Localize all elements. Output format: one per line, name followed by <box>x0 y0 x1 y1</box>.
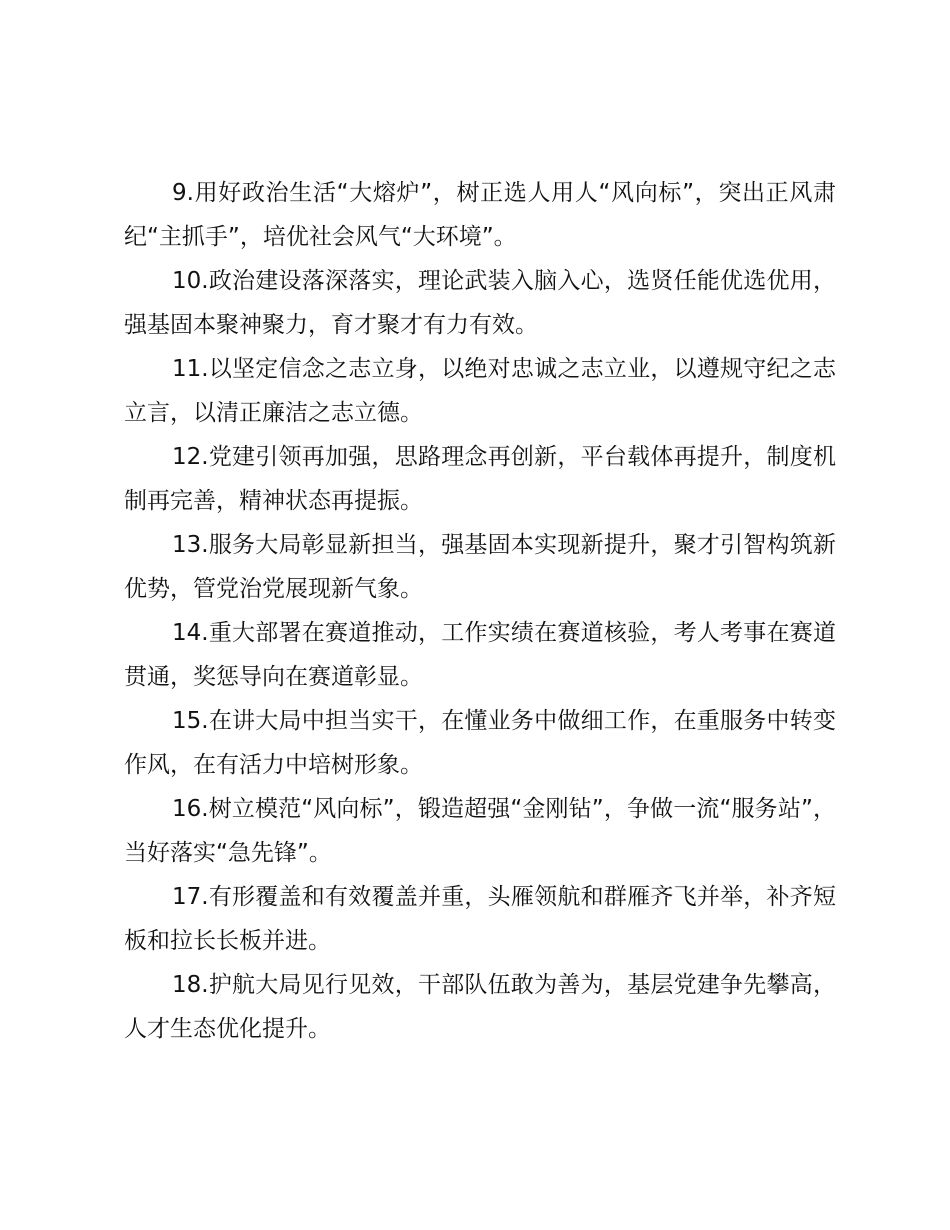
paragraph-17: 17.有形覆盖和有效覆盖并重，头雁领航和群雁齐飞并举，补齐短板和拉长长板并进。 <box>124 884 836 954</box>
paragraph-11: 11.以坚定信念之志立身，以绝对忠诚之志立业，以遵规守纪之志立言，以清正廉洁之志立德。 <box>124 356 836 426</box>
document-body <box>124 171 836 1051</box>
paragraph-14: 14.重大部署在赛道推动，工作实绩在赛道核验，考人考事在赛道贯通，奖惩导向在赛道彰显。 <box>124 620 836 690</box>
paragraph-10: 10.政治建设落深落实，理论武装入脑入心，选贤任能优选优用，强基固本聚神聚力，育才聚才有力有效。 <box>124 268 836 338</box>
paragraph-18: 18.护航大局见行见效，干部队伍敢为善为，基层党建争先攀高，人才生态优化提升。 <box>124 972 836 1042</box>
paragraph-9: 9.用好政治生活“大熔炉”，树正选人用人“风向标”，突出正风肃纪“主抓手”，培优社会风气“大环境”。 <box>124 180 836 250</box>
paragraph-16: 16.树立模范“风向标”，锻造超强“金刚钻”，争做一流“服务站”，当好落实“急先锋”。 <box>124 796 836 866</box>
paragraph-15: 15.在讲大局中担当实干，在懂业务中做细工作，在重服务中转变作风，在有活力中培树形象。 <box>124 708 836 778</box>
paragraph-13: 13.服务大局彰显新担当，强基固本实现新提升，聚才引智构筑新优势，管党治党展现新气象。 <box>124 532 836 602</box>
paragraph-12: 12.党建引领再加强，思路理念再创新，平台载体再提升，制度机制再完善，精神状态再提振。 <box>124 444 836 514</box>
